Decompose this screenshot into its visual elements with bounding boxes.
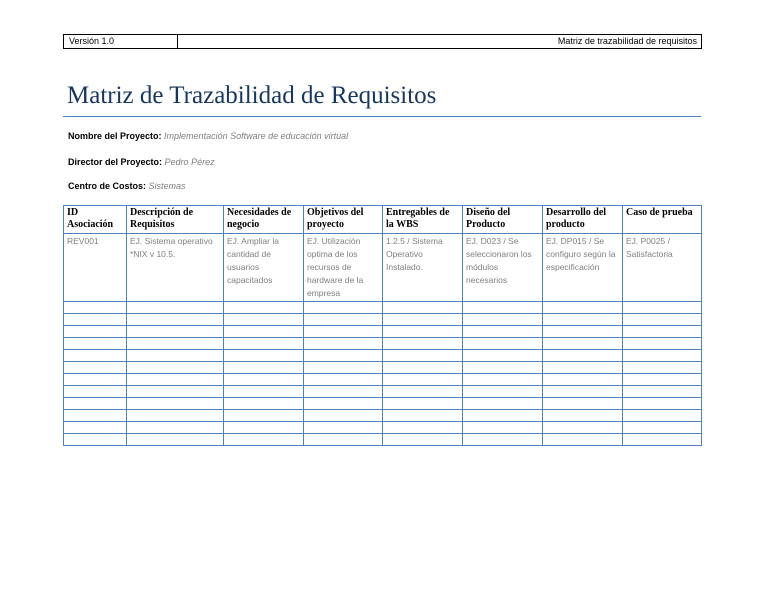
empty-table-cell — [623, 410, 702, 422]
empty-table-cell — [543, 410, 623, 422]
empty-table-cell — [463, 422, 543, 434]
empty-table-row — [64, 374, 702, 386]
project-director-line — [68, 157, 215, 167]
header-bar — [63, 34, 702, 49]
empty-table-cell — [304, 398, 383, 410]
empty-table-cell — [463, 362, 543, 374]
col-header-development: Desarrollo del producto — [543, 206, 623, 234]
empty-table-cell — [224, 410, 304, 422]
cost-center-value: Sistemas — [148, 181, 186, 191]
empty-table-cell — [623, 314, 702, 326]
table-cell: 1.2.5 / Sistema Operativo Instalado. — [383, 234, 463, 302]
empty-table-cell — [304, 350, 383, 362]
project-name-value: Implementación Software de educación virtual — [164, 131, 349, 141]
empty-table-cell — [463, 338, 543, 350]
empty-table-cell — [304, 434, 383, 446]
project-name-label: Nombre del Proyecto: — [68, 131, 162, 141]
empty-table-cell — [543, 374, 623, 386]
empty-table-cell — [543, 386, 623, 398]
empty-table-cell — [64, 350, 127, 362]
empty-table-row — [64, 434, 702, 446]
empty-table-cell — [127, 362, 224, 374]
col-header-objectives: Objetivos del proyecto — [304, 206, 383, 234]
table-cell: REV001 — [64, 234, 127, 302]
empty-table-cell — [127, 386, 224, 398]
cost-center-line — [68, 181, 186, 191]
empty-table-cell — [224, 314, 304, 326]
empty-table-cell — [623, 350, 702, 362]
empty-table-cell — [383, 434, 463, 446]
document-name: Matriz de trazabilidad de requisitos — [557, 36, 697, 46]
empty-table-cell — [543, 434, 623, 446]
empty-table-cell — [224, 374, 304, 386]
empty-table-cell — [64, 422, 127, 434]
empty-table-cell — [304, 410, 383, 422]
empty-table-cell — [463, 386, 543, 398]
empty-table-cell — [463, 302, 543, 314]
empty-table-cell — [543, 302, 623, 314]
empty-table-cell — [383, 314, 463, 326]
empty-table-cell — [224, 386, 304, 398]
empty-table-cell — [383, 410, 463, 422]
empty-table-cell — [463, 410, 543, 422]
empty-table-row — [64, 386, 702, 398]
empty-table-cell — [463, 398, 543, 410]
project-name-line — [68, 131, 348, 141]
empty-table-row — [64, 410, 702, 422]
empty-table-cell — [224, 338, 304, 350]
title-divider — [63, 116, 701, 117]
empty-table-cell — [463, 314, 543, 326]
empty-table-cell — [224, 326, 304, 338]
empty-table-cell — [224, 350, 304, 362]
empty-table-cell — [224, 398, 304, 410]
empty-table-cell — [623, 398, 702, 410]
empty-table-cell — [64, 338, 127, 350]
empty-table-cell — [64, 374, 127, 386]
empty-table-cell — [543, 350, 623, 362]
empty-table-row — [64, 350, 702, 362]
empty-table-cell — [127, 302, 224, 314]
empty-table-cell — [543, 314, 623, 326]
empty-table-cell — [304, 374, 383, 386]
col-header-id: ID Asociación — [64, 206, 127, 234]
empty-table-row — [64, 314, 702, 326]
empty-table-cell — [623, 374, 702, 386]
project-director-value: Pedro Pérez — [164, 157, 215, 167]
empty-table-row — [64, 326, 702, 338]
empty-table-cell — [623, 326, 702, 338]
empty-table-cell — [304, 326, 383, 338]
empty-table-cell — [304, 314, 383, 326]
empty-table-row — [64, 338, 702, 350]
empty-table-cell — [383, 386, 463, 398]
table-cell: EJ. Sistema operativo *NIX v 10.5. — [127, 234, 224, 302]
empty-table-cell — [304, 302, 383, 314]
empty-table-cell — [623, 386, 702, 398]
empty-table-cell — [64, 386, 127, 398]
col-header-deliverables: Entregables de la WBS — [383, 206, 463, 234]
empty-table-cell — [543, 422, 623, 434]
empty-table-row — [64, 422, 702, 434]
empty-table-cell — [127, 398, 224, 410]
empty-table-cell — [64, 362, 127, 374]
empty-table-row — [64, 302, 702, 314]
empty-table-cell — [463, 350, 543, 362]
table-cell: EJ. Ampliar la cantidad de usuarios capacitados — [224, 234, 304, 302]
table-cell: EJ. Utilización optima de los recursos de hardware de la empresa — [304, 234, 383, 302]
version-label: Versión 1.0 — [64, 35, 178, 48]
empty-table-cell — [543, 326, 623, 338]
empty-table-cell — [623, 302, 702, 314]
empty-table-cell — [543, 338, 623, 350]
table-cell: EJ. P0025 / Satisfactoria — [623, 234, 702, 302]
empty-table-cell — [224, 422, 304, 434]
empty-table-cell — [383, 302, 463, 314]
empty-table-cell — [623, 362, 702, 374]
empty-table-cell — [383, 398, 463, 410]
empty-table-cell — [224, 362, 304, 374]
empty-table-cell — [127, 422, 224, 434]
cost-center-label: Centro de Costos: — [68, 181, 147, 191]
table-row — [64, 234, 702, 302]
empty-table-cell — [463, 326, 543, 338]
col-header-test-case: Caso de prueba — [623, 206, 702, 234]
empty-table-cell — [127, 350, 224, 362]
empty-table-cell — [127, 434, 224, 446]
table-cell: EJ. D023 / Se seleccionaron los módulos necesarios — [463, 234, 543, 302]
empty-table-cell — [383, 374, 463, 386]
empty-table-cell — [304, 338, 383, 350]
empty-table-cell — [623, 434, 702, 446]
empty-table-cell — [64, 434, 127, 446]
empty-table-row — [64, 398, 702, 410]
col-header-design: Diseño del Producto — [463, 206, 543, 234]
table-header-row — [64, 206, 702, 234]
empty-table-cell — [224, 302, 304, 314]
empty-table-cell — [383, 350, 463, 362]
empty-table-cell — [304, 386, 383, 398]
empty-table-cell — [304, 362, 383, 374]
empty-table-cell — [304, 422, 383, 434]
empty-table-cell — [64, 314, 127, 326]
page-title: Matriz de Trazabilidad de Requisitos — [67, 82, 437, 109]
empty-table-cell — [543, 398, 623, 410]
empty-table-cell — [127, 374, 224, 386]
empty-table-cell — [383, 338, 463, 350]
project-director-label: Director del Proyecto: — [68, 157, 163, 167]
table-cell: EJ. DP015 / Se configuro según la especificación — [543, 234, 623, 302]
empty-table-cell — [383, 326, 463, 338]
empty-table-cell — [64, 410, 127, 422]
empty-table-cell — [383, 362, 463, 374]
empty-table-row — [64, 362, 702, 374]
empty-table-cell — [224, 434, 304, 446]
empty-table-cell — [383, 422, 463, 434]
col-header-business-needs: Necesidades de negocio — [224, 206, 304, 234]
empty-table-cell — [127, 326, 224, 338]
empty-table-cell — [623, 338, 702, 350]
empty-table-cell — [64, 326, 127, 338]
empty-table-cell — [463, 434, 543, 446]
empty-table-cell — [127, 314, 224, 326]
empty-table-cell — [64, 398, 127, 410]
traceability-table — [63, 205, 702, 446]
empty-table-cell — [64, 302, 127, 314]
empty-table-cell — [127, 338, 224, 350]
col-header-description: Descripción de Requisitos — [127, 206, 224, 234]
empty-table-cell — [543, 362, 623, 374]
empty-table-cell — [127, 410, 224, 422]
empty-table-cell — [623, 422, 702, 434]
empty-table-cell — [463, 374, 543, 386]
